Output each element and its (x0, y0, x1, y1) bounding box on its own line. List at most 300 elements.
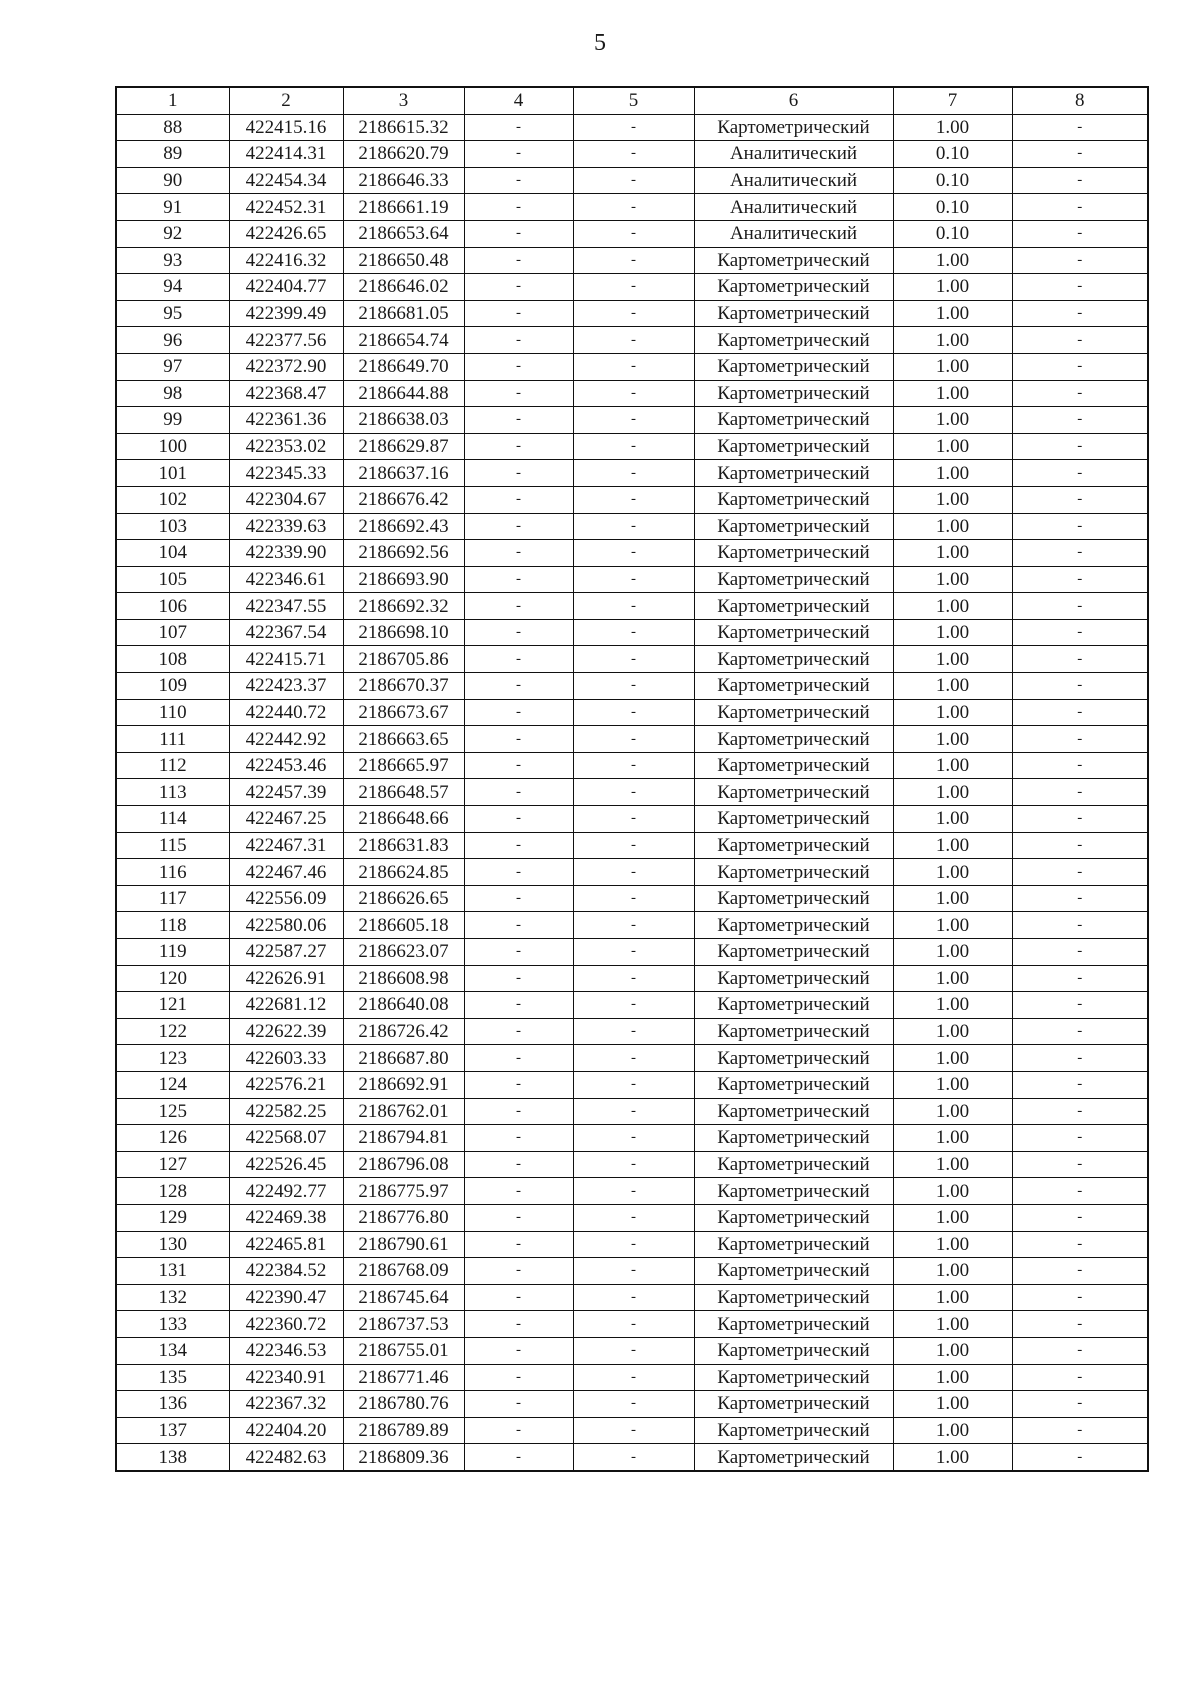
x-coordinate-cell: 422582.25 (229, 1098, 343, 1125)
col5-cell: - (573, 832, 694, 859)
x-coordinate-cell: 422442.92 (229, 726, 343, 753)
method-cell: Картометрический (694, 912, 893, 939)
precision-cell: 1.00 (893, 327, 1012, 354)
precision-cell: 1.00 (893, 1018, 1012, 1045)
precision-cell: 1.00 (893, 486, 1012, 513)
col5-cell: - (573, 1045, 694, 1072)
table-row (116, 939, 1148, 966)
col5-cell: - (573, 1178, 694, 1205)
col8-cell: - (1012, 1311, 1148, 1338)
y-coordinate-cell: 2186649.70 (343, 353, 464, 380)
col4-cell: - (464, 992, 573, 1019)
y-coordinate-cell: 2186665.97 (343, 752, 464, 779)
y-coordinate-cell: 2186653.64 (343, 220, 464, 247)
column-header: 2 (229, 87, 343, 114)
x-coordinate-cell: 422404.20 (229, 1417, 343, 1444)
point-number-cell: 95 (116, 300, 229, 327)
y-coordinate-cell: 2186681.05 (343, 300, 464, 327)
y-coordinate-cell: 2186768.09 (343, 1258, 464, 1285)
method-cell: Картометрический (694, 1417, 893, 1444)
y-coordinate-cell: 2186692.56 (343, 540, 464, 567)
x-coordinate-cell: 422367.54 (229, 619, 343, 646)
precision-cell: 1.00 (893, 1178, 1012, 1205)
table-row (116, 832, 1148, 859)
x-coordinate-cell: 422452.31 (229, 194, 343, 221)
col5-cell: - (573, 194, 694, 221)
x-coordinate-cell: 422454.34 (229, 167, 343, 194)
col4-cell: - (464, 619, 573, 646)
table-row (116, 1444, 1148, 1471)
col8-cell: - (1012, 1284, 1148, 1311)
y-coordinate-cell: 2186737.53 (343, 1311, 464, 1338)
col4-cell: - (464, 1284, 573, 1311)
col4-cell: - (464, 1125, 573, 1152)
precision-cell: 1.00 (893, 1231, 1012, 1258)
col5-cell: - (573, 1391, 694, 1418)
precision-cell: 1.00 (893, 726, 1012, 753)
table-row (116, 1098, 1148, 1125)
col8-cell: - (1012, 1125, 1148, 1152)
table-row (116, 274, 1148, 301)
col4-cell: - (464, 912, 573, 939)
point-number-cell: 108 (116, 646, 229, 673)
col8-cell: - (1012, 566, 1148, 593)
precision-cell: 1.00 (893, 965, 1012, 992)
col5-cell: - (573, 167, 694, 194)
precision-cell: 1.00 (893, 939, 1012, 966)
x-coordinate-cell: 422580.06 (229, 912, 343, 939)
precision-cell: 1.00 (893, 1045, 1012, 1072)
point-number-cell: 101 (116, 460, 229, 487)
method-cell: Картометрический (694, 566, 893, 593)
x-coordinate-cell: 422346.53 (229, 1337, 343, 1364)
method-cell: Картометрический (694, 460, 893, 487)
col8-cell: - (1012, 247, 1148, 274)
precision-cell: 1.00 (893, 593, 1012, 620)
column-header: 1 (116, 87, 229, 114)
method-cell: Картометрический (694, 327, 893, 354)
method-cell: Картометрический (694, 1337, 893, 1364)
point-number-cell: 137 (116, 1417, 229, 1444)
table-row (116, 779, 1148, 806)
y-coordinate-cell: 2186687.80 (343, 1045, 464, 1072)
col5-cell: - (573, 1417, 694, 1444)
method-cell: Картометрический (694, 1125, 893, 1152)
col4-cell: - (464, 1337, 573, 1364)
x-coordinate-cell: 422372.90 (229, 353, 343, 380)
x-coordinate-cell: 422426.65 (229, 220, 343, 247)
col5-cell: - (573, 486, 694, 513)
method-cell: Картометрический (694, 1071, 893, 1098)
point-number-cell: 112 (116, 752, 229, 779)
col4-cell: - (464, 141, 573, 168)
column-header: 6 (694, 87, 893, 114)
col8-cell: - (1012, 912, 1148, 939)
table-row (116, 992, 1148, 1019)
precision-cell: 1.00 (893, 540, 1012, 567)
precision-cell: 1.00 (893, 1204, 1012, 1231)
col5-cell: - (573, 566, 694, 593)
col8-cell: - (1012, 1258, 1148, 1285)
method-cell: Картометрический (694, 726, 893, 753)
col5-cell: - (573, 673, 694, 700)
col8-cell: - (1012, 1204, 1148, 1231)
x-coordinate-cell: 422526.45 (229, 1151, 343, 1178)
column-header: 4 (464, 87, 573, 114)
col4-cell: - (464, 353, 573, 380)
table-row (116, 1311, 1148, 1338)
precision-cell: 1.00 (893, 1125, 1012, 1152)
table-row (116, 380, 1148, 407)
x-coordinate-cell: 422681.12 (229, 992, 343, 1019)
col8-cell: - (1012, 460, 1148, 487)
x-coordinate-cell: 422469.38 (229, 1204, 343, 1231)
method-cell: Картометрический (694, 1045, 893, 1072)
method-cell: Картометрический (694, 593, 893, 620)
x-coordinate-cell: 422465.81 (229, 1231, 343, 1258)
col5-cell: - (573, 141, 694, 168)
point-number-cell: 99 (116, 407, 229, 434)
col5-cell: - (573, 380, 694, 407)
col5-cell: - (573, 274, 694, 301)
table-row (116, 1417, 1148, 1444)
method-cell: Картометрический (694, 1391, 893, 1418)
col5-cell: - (573, 726, 694, 753)
method-cell: Картометрический (694, 965, 893, 992)
col4-cell: - (464, 965, 573, 992)
precision-cell: 1.00 (893, 380, 1012, 407)
precision-cell: 1.00 (893, 1098, 1012, 1125)
col8-cell: - (1012, 885, 1148, 912)
y-coordinate-cell: 2186789.89 (343, 1417, 464, 1444)
col4-cell: - (464, 460, 573, 487)
point-number-cell: 109 (116, 673, 229, 700)
col4-cell: - (464, 673, 573, 700)
precision-cell: 0.10 (893, 141, 1012, 168)
table-row (116, 1045, 1148, 1072)
precision-cell: 1.00 (893, 1258, 1012, 1285)
point-number-cell: 97 (116, 353, 229, 380)
precision-cell: 1.00 (893, 806, 1012, 833)
point-number-cell: 117 (116, 885, 229, 912)
x-coordinate-cell: 422361.36 (229, 407, 343, 434)
col4-cell: - (464, 1364, 573, 1391)
y-coordinate-cell: 2186771.46 (343, 1364, 464, 1391)
col5-cell: - (573, 1151, 694, 1178)
col5-cell: - (573, 646, 694, 673)
col4-cell: - (464, 1178, 573, 1205)
table-row (116, 433, 1148, 460)
x-coordinate-cell: 422404.77 (229, 274, 343, 301)
precision-cell: 1.00 (893, 433, 1012, 460)
y-coordinate-cell: 2186629.87 (343, 433, 464, 460)
precision-cell: 1.00 (893, 1337, 1012, 1364)
table-row (116, 141, 1148, 168)
method-cell: Картометрический (694, 1204, 893, 1231)
table-row (116, 1284, 1148, 1311)
col5-cell: - (573, 806, 694, 833)
point-number-cell: 128 (116, 1178, 229, 1205)
y-coordinate-cell: 2186648.66 (343, 806, 464, 833)
point-number-cell: 134 (116, 1337, 229, 1364)
x-coordinate-cell: 422457.39 (229, 779, 343, 806)
point-number-cell: 94 (116, 274, 229, 301)
y-coordinate-cell: 2186776.80 (343, 1204, 464, 1231)
y-coordinate-cell: 2186631.83 (343, 832, 464, 859)
precision-cell: 1.00 (893, 832, 1012, 859)
table-row (116, 194, 1148, 221)
y-coordinate-cell: 2186663.65 (343, 726, 464, 753)
y-coordinate-cell: 2186726.42 (343, 1018, 464, 1045)
point-number-cell: 118 (116, 912, 229, 939)
point-number-cell: 123 (116, 1045, 229, 1072)
point-number-cell: 103 (116, 513, 229, 540)
method-cell: Картометрический (694, 673, 893, 700)
col5-cell: - (573, 114, 694, 141)
precision-cell: 1.00 (893, 114, 1012, 141)
col4-cell: - (464, 699, 573, 726)
point-number-cell: 104 (116, 540, 229, 567)
method-cell: Картометрический (694, 1364, 893, 1391)
x-coordinate-cell: 422345.33 (229, 460, 343, 487)
col5-cell: - (573, 1258, 694, 1285)
col4-cell: - (464, 832, 573, 859)
col4-cell: - (464, 433, 573, 460)
x-coordinate-cell: 422440.72 (229, 699, 343, 726)
col4-cell: - (464, 327, 573, 354)
precision-cell: 1.00 (893, 1444, 1012, 1471)
col8-cell: - (1012, 300, 1148, 327)
precision-cell: 1.00 (893, 752, 1012, 779)
col8-cell: - (1012, 486, 1148, 513)
y-coordinate-cell: 2186670.37 (343, 673, 464, 700)
x-coordinate-cell: 422467.25 (229, 806, 343, 833)
col5-cell: - (573, 460, 694, 487)
y-coordinate-cell: 2186698.10 (343, 619, 464, 646)
col5-cell: - (573, 1364, 694, 1391)
col8-cell: - (1012, 646, 1148, 673)
col8-cell: - (1012, 1364, 1148, 1391)
col8-cell: - (1012, 965, 1148, 992)
table-row (116, 1125, 1148, 1152)
column-header: 8 (1012, 87, 1148, 114)
col4-cell: - (464, 513, 573, 540)
col5-cell: - (573, 939, 694, 966)
point-number-cell: 127 (116, 1151, 229, 1178)
col4-cell: - (464, 167, 573, 194)
method-cell: Картометрический (694, 779, 893, 806)
col4-cell: - (464, 1098, 573, 1125)
table-row (116, 353, 1148, 380)
method-cell: Картометрический (694, 1098, 893, 1125)
point-number-cell: 110 (116, 699, 229, 726)
col5-cell: - (573, 965, 694, 992)
point-number-cell: 125 (116, 1098, 229, 1125)
method-cell: Картометрический (694, 274, 893, 301)
point-number-cell: 105 (116, 566, 229, 593)
y-coordinate-cell: 2186780.76 (343, 1391, 464, 1418)
point-number-cell: 124 (116, 1071, 229, 1098)
col4-cell: - (464, 486, 573, 513)
col5-cell: - (573, 593, 694, 620)
precision-cell: 1.00 (893, 513, 1012, 540)
col4-cell: - (464, 114, 573, 141)
point-number-cell: 90 (116, 167, 229, 194)
column-header: 5 (573, 87, 694, 114)
col8-cell: - (1012, 1045, 1148, 1072)
col8-cell: - (1012, 1018, 1148, 1045)
col4-cell: - (464, 859, 573, 886)
y-coordinate-cell: 2186762.01 (343, 1098, 464, 1125)
col8-cell: - (1012, 194, 1148, 221)
x-coordinate-cell: 422415.71 (229, 646, 343, 673)
col8-cell: - (1012, 1391, 1148, 1418)
point-number-cell: 111 (116, 726, 229, 753)
precision-cell: 0.10 (893, 167, 1012, 194)
x-coordinate-cell: 422384.52 (229, 1258, 343, 1285)
x-coordinate-cell: 422377.56 (229, 327, 343, 354)
method-cell: Картометрический (694, 1444, 893, 1471)
col8-cell: - (1012, 1071, 1148, 1098)
col4-cell: - (464, 1311, 573, 1338)
col5-cell: - (573, 1071, 694, 1098)
x-coordinate-cell: 422339.63 (229, 513, 343, 540)
y-coordinate-cell: 2186646.02 (343, 274, 464, 301)
point-number-cell: 93 (116, 247, 229, 274)
table-row (116, 407, 1148, 434)
y-coordinate-cell: 2186608.98 (343, 965, 464, 992)
table-row (116, 673, 1148, 700)
table-row (116, 1231, 1148, 1258)
point-number-cell: 132 (116, 1284, 229, 1311)
method-cell: Картометрический (694, 806, 893, 833)
col8-cell: - (1012, 752, 1148, 779)
precision-cell: 0.10 (893, 220, 1012, 247)
x-coordinate-cell: 422416.32 (229, 247, 343, 274)
col8-cell: - (1012, 673, 1148, 700)
point-number-cell: 96 (116, 327, 229, 354)
method-cell: Картометрический (694, 939, 893, 966)
column-header: 7 (893, 87, 1012, 114)
col8-cell: - (1012, 939, 1148, 966)
x-coordinate-cell: 422399.49 (229, 300, 343, 327)
y-coordinate-cell: 2186796.08 (343, 1151, 464, 1178)
x-coordinate-cell: 422467.46 (229, 859, 343, 886)
table-row (116, 1364, 1148, 1391)
table-row (116, 327, 1148, 354)
method-cell: Картометрический (694, 1018, 893, 1045)
x-coordinate-cell: 422390.47 (229, 1284, 343, 1311)
point-number-cell: 107 (116, 619, 229, 646)
precision-cell: 1.00 (893, 274, 1012, 301)
point-number-cell: 120 (116, 965, 229, 992)
y-coordinate-cell: 2186661.19 (343, 194, 464, 221)
point-number-cell: 119 (116, 939, 229, 966)
col4-cell: - (464, 1204, 573, 1231)
col5-cell: - (573, 433, 694, 460)
precision-cell: 1.00 (893, 699, 1012, 726)
point-number-cell: 106 (116, 593, 229, 620)
method-cell: Картометрический (694, 992, 893, 1019)
col8-cell: - (1012, 832, 1148, 859)
y-coordinate-cell: 2186624.85 (343, 859, 464, 886)
table-row (116, 859, 1148, 886)
col5-cell: - (573, 779, 694, 806)
x-coordinate-cell: 422467.31 (229, 832, 343, 859)
y-coordinate-cell: 2186650.48 (343, 247, 464, 274)
table-row (116, 486, 1148, 513)
precision-cell: 1.00 (893, 1364, 1012, 1391)
y-coordinate-cell: 2186640.08 (343, 992, 464, 1019)
col8-cell: - (1012, 1151, 1148, 1178)
x-coordinate-cell: 422368.47 (229, 380, 343, 407)
x-coordinate-cell: 422492.77 (229, 1178, 343, 1205)
col8-cell: - (1012, 513, 1148, 540)
col5-cell: - (573, 1098, 694, 1125)
table-row (116, 1178, 1148, 1205)
col8-cell: - (1012, 220, 1148, 247)
method-cell: Картометрический (694, 699, 893, 726)
col8-cell: - (1012, 327, 1148, 354)
col4-cell: - (464, 939, 573, 966)
precision-cell: 1.00 (893, 247, 1012, 274)
point-number-cell: 135 (116, 1364, 229, 1391)
y-coordinate-cell: 2186615.32 (343, 114, 464, 141)
col4-cell: - (464, 1417, 573, 1444)
method-cell: Аналитический (694, 220, 893, 247)
table-row (116, 114, 1148, 141)
col5-cell: - (573, 1337, 694, 1364)
method-cell: Картометрический (694, 247, 893, 274)
table-row (116, 220, 1148, 247)
y-coordinate-cell: 2186648.57 (343, 779, 464, 806)
x-coordinate-cell: 422339.90 (229, 540, 343, 567)
y-coordinate-cell: 2186790.61 (343, 1231, 464, 1258)
col4-cell: - (464, 726, 573, 753)
method-cell: Аналитический (694, 141, 893, 168)
table-row (116, 1071, 1148, 1098)
precision-cell: 1.00 (893, 859, 1012, 886)
method-cell: Картометрический (694, 752, 893, 779)
table-row (116, 460, 1148, 487)
y-coordinate-cell: 2186693.90 (343, 566, 464, 593)
method-cell: Картометрический (694, 300, 893, 327)
table-row (116, 167, 1148, 194)
col8-cell: - (1012, 1098, 1148, 1125)
x-coordinate-cell: 422482.63 (229, 1444, 343, 1471)
x-coordinate-cell: 422576.21 (229, 1071, 343, 1098)
y-coordinate-cell: 2186638.03 (343, 407, 464, 434)
col8-cell: - (1012, 699, 1148, 726)
col4-cell: - (464, 380, 573, 407)
table-row (116, 965, 1148, 992)
precision-cell: 1.00 (893, 646, 1012, 673)
method-cell: Картометрический (694, 540, 893, 567)
col8-cell: - (1012, 380, 1148, 407)
col5-cell: - (573, 327, 694, 354)
col5-cell: - (573, 1444, 694, 1471)
precision-cell: 1.00 (893, 566, 1012, 593)
precision-cell: 1.00 (893, 619, 1012, 646)
x-coordinate-cell: 422423.37 (229, 673, 343, 700)
point-number-cell: 136 (116, 1391, 229, 1418)
col5-cell: - (573, 1284, 694, 1311)
col8-cell: - (1012, 593, 1148, 620)
table-row (116, 912, 1148, 939)
precision-cell: 1.00 (893, 300, 1012, 327)
method-cell: Картометрический (694, 380, 893, 407)
precision-cell: 1.00 (893, 1311, 1012, 1338)
